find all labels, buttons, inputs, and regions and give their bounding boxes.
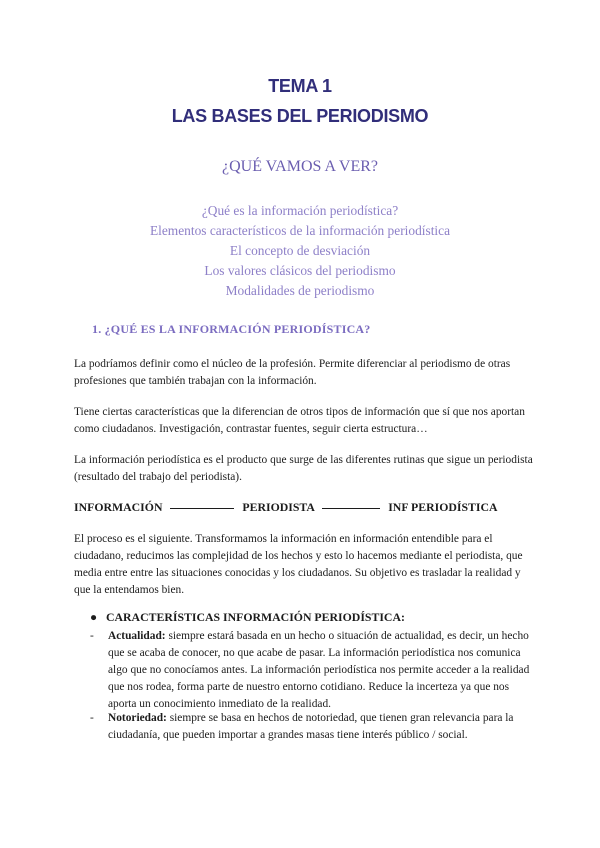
flow-step-journalist: PERIODISTA	[242, 500, 315, 514]
paragraph: El proceso es el siguiente. Transformamos la información en información entendible para el ciudadano, reducimos las complejidad de los hechos y esto lo hacemos mediante el periodista, que media entre entre las situaciones conocidas y los ciudadanos. Su objetivo es trasladar la realidad y que la entendamos bien.	[74, 533, 523, 596]
flow-connector	[170, 508, 234, 509]
process-flow	[74, 500, 534, 515]
overview-item: Los valores clásicos del periodismo	[204, 263, 396, 278]
document-title: LAS BASES DEL PERIODISMO	[171, 106, 429, 126]
overview-list	[0, 201, 600, 301]
list-item	[90, 628, 530, 713]
paragraph: Tiene ciertas características que la diferencian de otros tipos de información que sí que nos aportan como ciudadanos. Investigación, contrastar fuentes, seguir cierta estructura…	[74, 406, 525, 435]
section-heading: 1. ¿QUÉ ES LA INFORMACIÓN PERIODÍSTICA?	[92, 322, 371, 336]
paragraph: La podríamos definir como el núcleo de la profesión. Permite diferenciar al periodismo de otras profesiones que también trabajan con la información.	[74, 358, 511, 387]
item-term: Notoriedad:	[108, 712, 167, 724]
overview-subtitle: ¿QUÉ VAMOS A VER?	[221, 158, 379, 175]
flow-step-information: INFORMACIÓN	[74, 500, 163, 514]
list-item	[90, 710, 530, 744]
overview-item: ¿Qué es la información periodística?	[201, 203, 399, 218]
item-text: siempre estará basada en un hecho o situación de actualidad, es decir, un hecho que se acaba de conocer, no que acabe de pasar. La información periodística nos comunica algo que no conocíamos antes. La información periodística nos permite acceder a la realidad que nos rodea, forma parte de nuestro entorno cotidiano. Reduce la incerteza ya que nos aporta un conocimiento inmediato de la realidad.	[108, 630, 530, 710]
dash-marker: -	[90, 630, 94, 642]
bullet-heading-text: CARACTERÍSTICAS INFORMACIÓN PERIODÍSTICA:	[106, 610, 405, 624]
bullet-dot-icon: ●	[90, 610, 98, 624]
overview-item: Modalidades de periodismo	[225, 283, 375, 298]
topic-number-title: TEMA 1	[268, 76, 332, 96]
flow-step-journalistic-info: INF PERIODÍSTICA	[388, 500, 498, 514]
dash-marker: -	[90, 712, 94, 724]
item-term: Actualidad:	[108, 630, 166, 642]
flow-connector	[322, 508, 380, 509]
bullet-heading	[90, 610, 405, 625]
overview-item: Elementos característicos de la información periodística	[149, 223, 451, 238]
overview-item: El concepto de desviación	[229, 243, 371, 258]
item-text: siempre se basa en hechos de notoriedad, que tienen gran relevancia para la ciudadanía, que pueden importar a grandes masas tiene interés público / social.	[108, 712, 514, 741]
paragraph: La información periodística es el producto que surge de las diferentes rutinas que sigue un periodista (resultado del trabajo del periodista).	[74, 454, 533, 483]
